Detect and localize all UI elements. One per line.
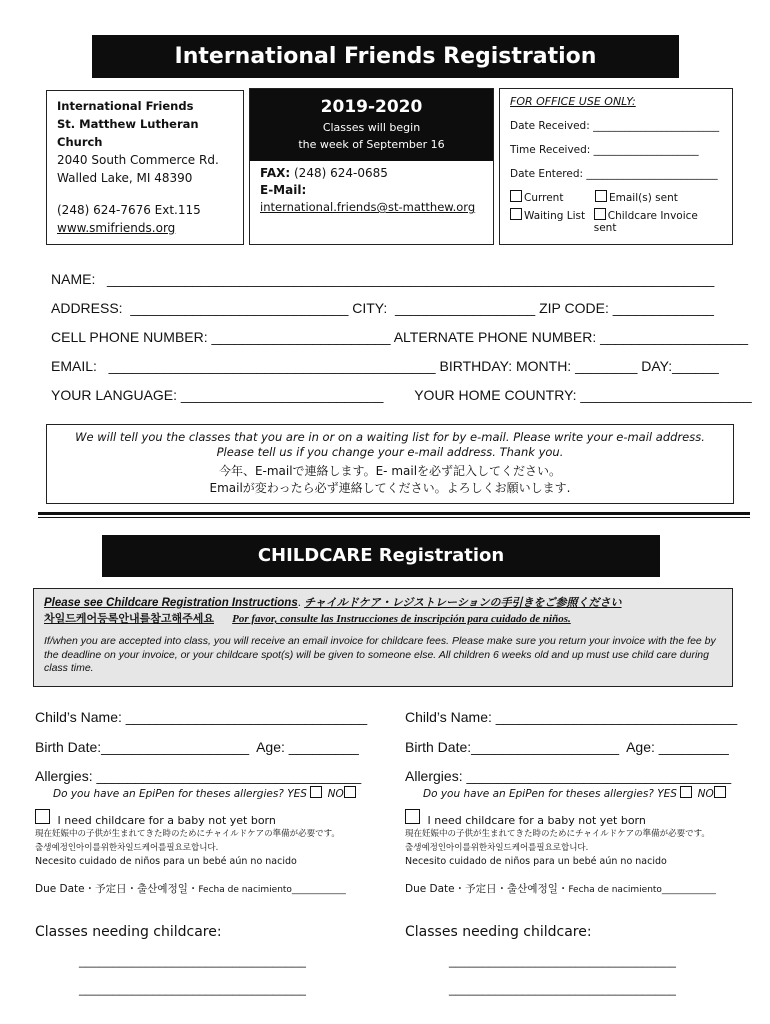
office-title: FOR OFFICE USE ONLY: bbox=[510, 95, 636, 108]
classes-line-1[interactable]: __________________________________ bbox=[449, 954, 676, 968]
org-info-box bbox=[46, 90, 244, 245]
unborn-baby-japanese: 現在妊娠中の子供が生まれてきた時のためにチャイルドケアの準備が必要です。 bbox=[35, 829, 340, 839]
allergies-field[interactable]: Allergies: __________________________________ bbox=[35, 768, 362, 784]
cell-phone-field[interactable]: CELL PHONE NUMBER: _______________________ ALTERNATE PHONE NUMBER: ___________________ bbox=[51, 329, 749, 345]
classes-line-1[interactable]: __________________________________ bbox=[79, 954, 306, 968]
email-label: E-Mail: bbox=[260, 183, 307, 197]
childcare-invoice-checkbox[interactable] bbox=[594, 208, 606, 220]
unborn-baby-checkbox[interactable] bbox=[405, 809, 420, 824]
allergies-field[interactable]: Allergies: __________________________________ bbox=[405, 768, 732, 784]
date-entered-field[interactable]: Date Entered: _________________________ bbox=[510, 168, 718, 180]
church-name: St. Matthew Lutheran Church bbox=[57, 117, 199, 149]
classes-needing-label: Classes needing childcare: bbox=[35, 924, 222, 940]
notice-line-1: We will tell you the classes that you are in or on a waiting list for by e-mail. Please write your e-mail address. bbox=[75, 430, 705, 444]
email-field[interactable]: EMAIL: __________________________________________ BIRTHDAY: MONTH: ________ DAY:______ bbox=[51, 358, 719, 374]
notice-line-3: 今年、E-mailで連絡します。E- mailを必ず記入してください。 bbox=[218, 464, 562, 478]
epipen-no-checkbox[interactable] bbox=[714, 786, 726, 798]
begin-line-1: Classes will begin bbox=[322, 121, 421, 134]
emails-sent-label: Email(s) sent bbox=[609, 192, 678, 204]
instructions-japanese: チャイルドケア・レジストレーションの手引きをご参照ください bbox=[304, 596, 622, 609]
unborn-baby-japanese: 現在妊娠中の子供が生まれてきた時のためにチャイルドケアの準備が必要です。 bbox=[405, 829, 710, 839]
epipen-question: Do you have an EpiPen for theses allergies? YES bbox=[423, 788, 677, 800]
instructions-korean: 차일드케어등록안내를참고해주세요 bbox=[44, 612, 215, 625]
org-phone: (248) 624-7676 Ext.115 bbox=[57, 203, 201, 217]
language-field[interactable]: YOUR LANGUAGE: __________________________ YOUR HOME COUNTRY: ______________________ bbox=[51, 387, 752, 403]
section-divider-thin bbox=[38, 517, 750, 518]
due-date-label: Due Date・予定日・출산예정일・ bbox=[405, 883, 569, 895]
emails-sent-checkbox[interactable] bbox=[595, 190, 607, 202]
due-date-field[interactable]: Fecha de nacimiento____________ bbox=[568, 885, 716, 895]
email-notice-box bbox=[46, 424, 734, 504]
due-date-label: Due Date・予定日・출산예정일・ bbox=[35, 883, 199, 895]
instructions-spanish: Por favor, consulte las Instrucciones de inscripción para cuidado de niños. bbox=[232, 613, 571, 625]
current-checkbox[interactable] bbox=[510, 190, 522, 202]
session-year: 2019-2020 bbox=[320, 97, 423, 117]
time-received-field[interactable]: Time Received: ____________________ bbox=[510, 144, 699, 156]
epipen-yes-checkbox[interactable] bbox=[680, 786, 692, 798]
org-city: Walled Lake, MI 48390 bbox=[57, 171, 193, 185]
unborn-baby-korean: 출생예정인아이를위한차일드케어를필요로합니다. bbox=[405, 843, 589, 853]
epipen-no-checkbox[interactable] bbox=[344, 786, 356, 798]
unborn-baby-spanish: Necesito cuidado de niños para un bebé aún no nacido bbox=[35, 856, 297, 867]
unborn-baby-spanish: Necesito cuidado de niños para un bebé aún no nacido bbox=[405, 856, 667, 867]
org-street: 2040 South Commerce Rd. bbox=[57, 153, 219, 167]
childcare-title: CHILDCARE Registration bbox=[257, 545, 505, 566]
childcare-invoice-label: Childcare Invoice sent bbox=[593, 210, 698, 234]
begin-line-2: the week of September 16 bbox=[298, 138, 445, 151]
page-title: International Friends Registration bbox=[174, 44, 597, 69]
unborn-baby-korean: 출생예정인아이를위한차일드케어를필요로합니다. bbox=[35, 843, 219, 853]
unborn-baby-label: I need childcare for a baby not yet born bbox=[57, 814, 276, 827]
waiting-list-checkbox[interactable] bbox=[510, 208, 522, 220]
birth-date-field[interactable]: Birth Date:___________________ Age: _________ bbox=[405, 739, 729, 755]
child-name-field[interactable]: Child’s Name: _______________________________ bbox=[405, 709, 738, 725]
address-field[interactable]: ADDRESS: ____________________________ CITY: __________________ ZIP CODE: _____________ bbox=[51, 300, 714, 316]
epipen-yes-checkbox[interactable] bbox=[310, 786, 322, 798]
childcare-info: If/when you are accepted into class, you will receive an email invoice for childcare fees. Please make sure you return your invoice with the fee by the deadline on your invoice, or your childcare spot(s) will be given to someone else. All children 6 weeks old and up must use child care during class time. bbox=[44, 635, 716, 674]
office-use-box bbox=[499, 88, 733, 245]
child-form-right bbox=[405, 707, 755, 996]
classes-line-2[interactable]: __________________________________ bbox=[79, 982, 306, 996]
org-name: International Friends bbox=[57, 99, 194, 113]
epipen-no-label: NO bbox=[327, 788, 344, 800]
childcare-banner bbox=[102, 535, 660, 577]
unborn-baby-label: I need childcare for a baby not yet born bbox=[427, 814, 646, 827]
childcare-instructions-box: Please see Childcare Registration Instructions. チャイルドケア・レジストレーションの手引きをご参照ください 차일드케어등록안내를참고해주세요 Por favor, consulte las Instrucciones de inscripción para cuidado de niños. If/when you are accepted into class, you will receive an email invoice for childcare fees. Please make sure you return your invoice with the fee by the deadline on your invoice, or your childcare spot(s) will be given to someone else. All children 6 weeks old and up must use child care during class time. bbox=[33, 588, 733, 687]
due-date-field[interactable]: Fecha de nacimiento____________ bbox=[198, 885, 346, 895]
instructions-link[interactable]: Please see Childcare Registration Instructions bbox=[44, 597, 298, 609]
classes-line-2[interactable]: __________________________________ bbox=[449, 982, 676, 996]
child-name-field[interactable]: Child’s Name: _______________________________ bbox=[35, 709, 368, 725]
classes-needing-label: Classes needing childcare: bbox=[405, 924, 592, 940]
waiting-list-label: Waiting List bbox=[524, 210, 586, 222]
child-form-left bbox=[35, 707, 385, 996]
current-label: Current bbox=[524, 192, 564, 204]
session-box bbox=[249, 88, 494, 245]
epipen-question: Do you have an EpiPen for theses allergies? YES bbox=[53, 788, 307, 800]
section-divider bbox=[38, 512, 750, 515]
name-field[interactable]: NAME: ______________________________________________________________________________ bbox=[51, 271, 715, 287]
fax-label: FAX: bbox=[260, 166, 291, 180]
epipen-no-label: NO bbox=[697, 788, 714, 800]
session-banner bbox=[250, 89, 493, 161]
title-banner bbox=[92, 35, 679, 78]
birth-date-field[interactable]: Birth Date:___________________ Age: _________ bbox=[35, 739, 359, 755]
notice-line-2: Please tell us if you change your e-mail address. Thank you. bbox=[216, 445, 564, 459]
email-link[interactable]: international.friends@st-matthew.org bbox=[260, 200, 476, 214]
website-link[interactable]: www.smifriends.org bbox=[57, 221, 176, 235]
unborn-baby-checkbox[interactable] bbox=[35, 809, 50, 824]
date-received-field[interactable]: Date Received: ________________________ bbox=[510, 120, 720, 132]
fax-number: (248) 624-0685 bbox=[294, 166, 388, 180]
notice-line-4: Emailが変わったら必ず連絡してください。よろしくお願いします. bbox=[209, 481, 571, 495]
